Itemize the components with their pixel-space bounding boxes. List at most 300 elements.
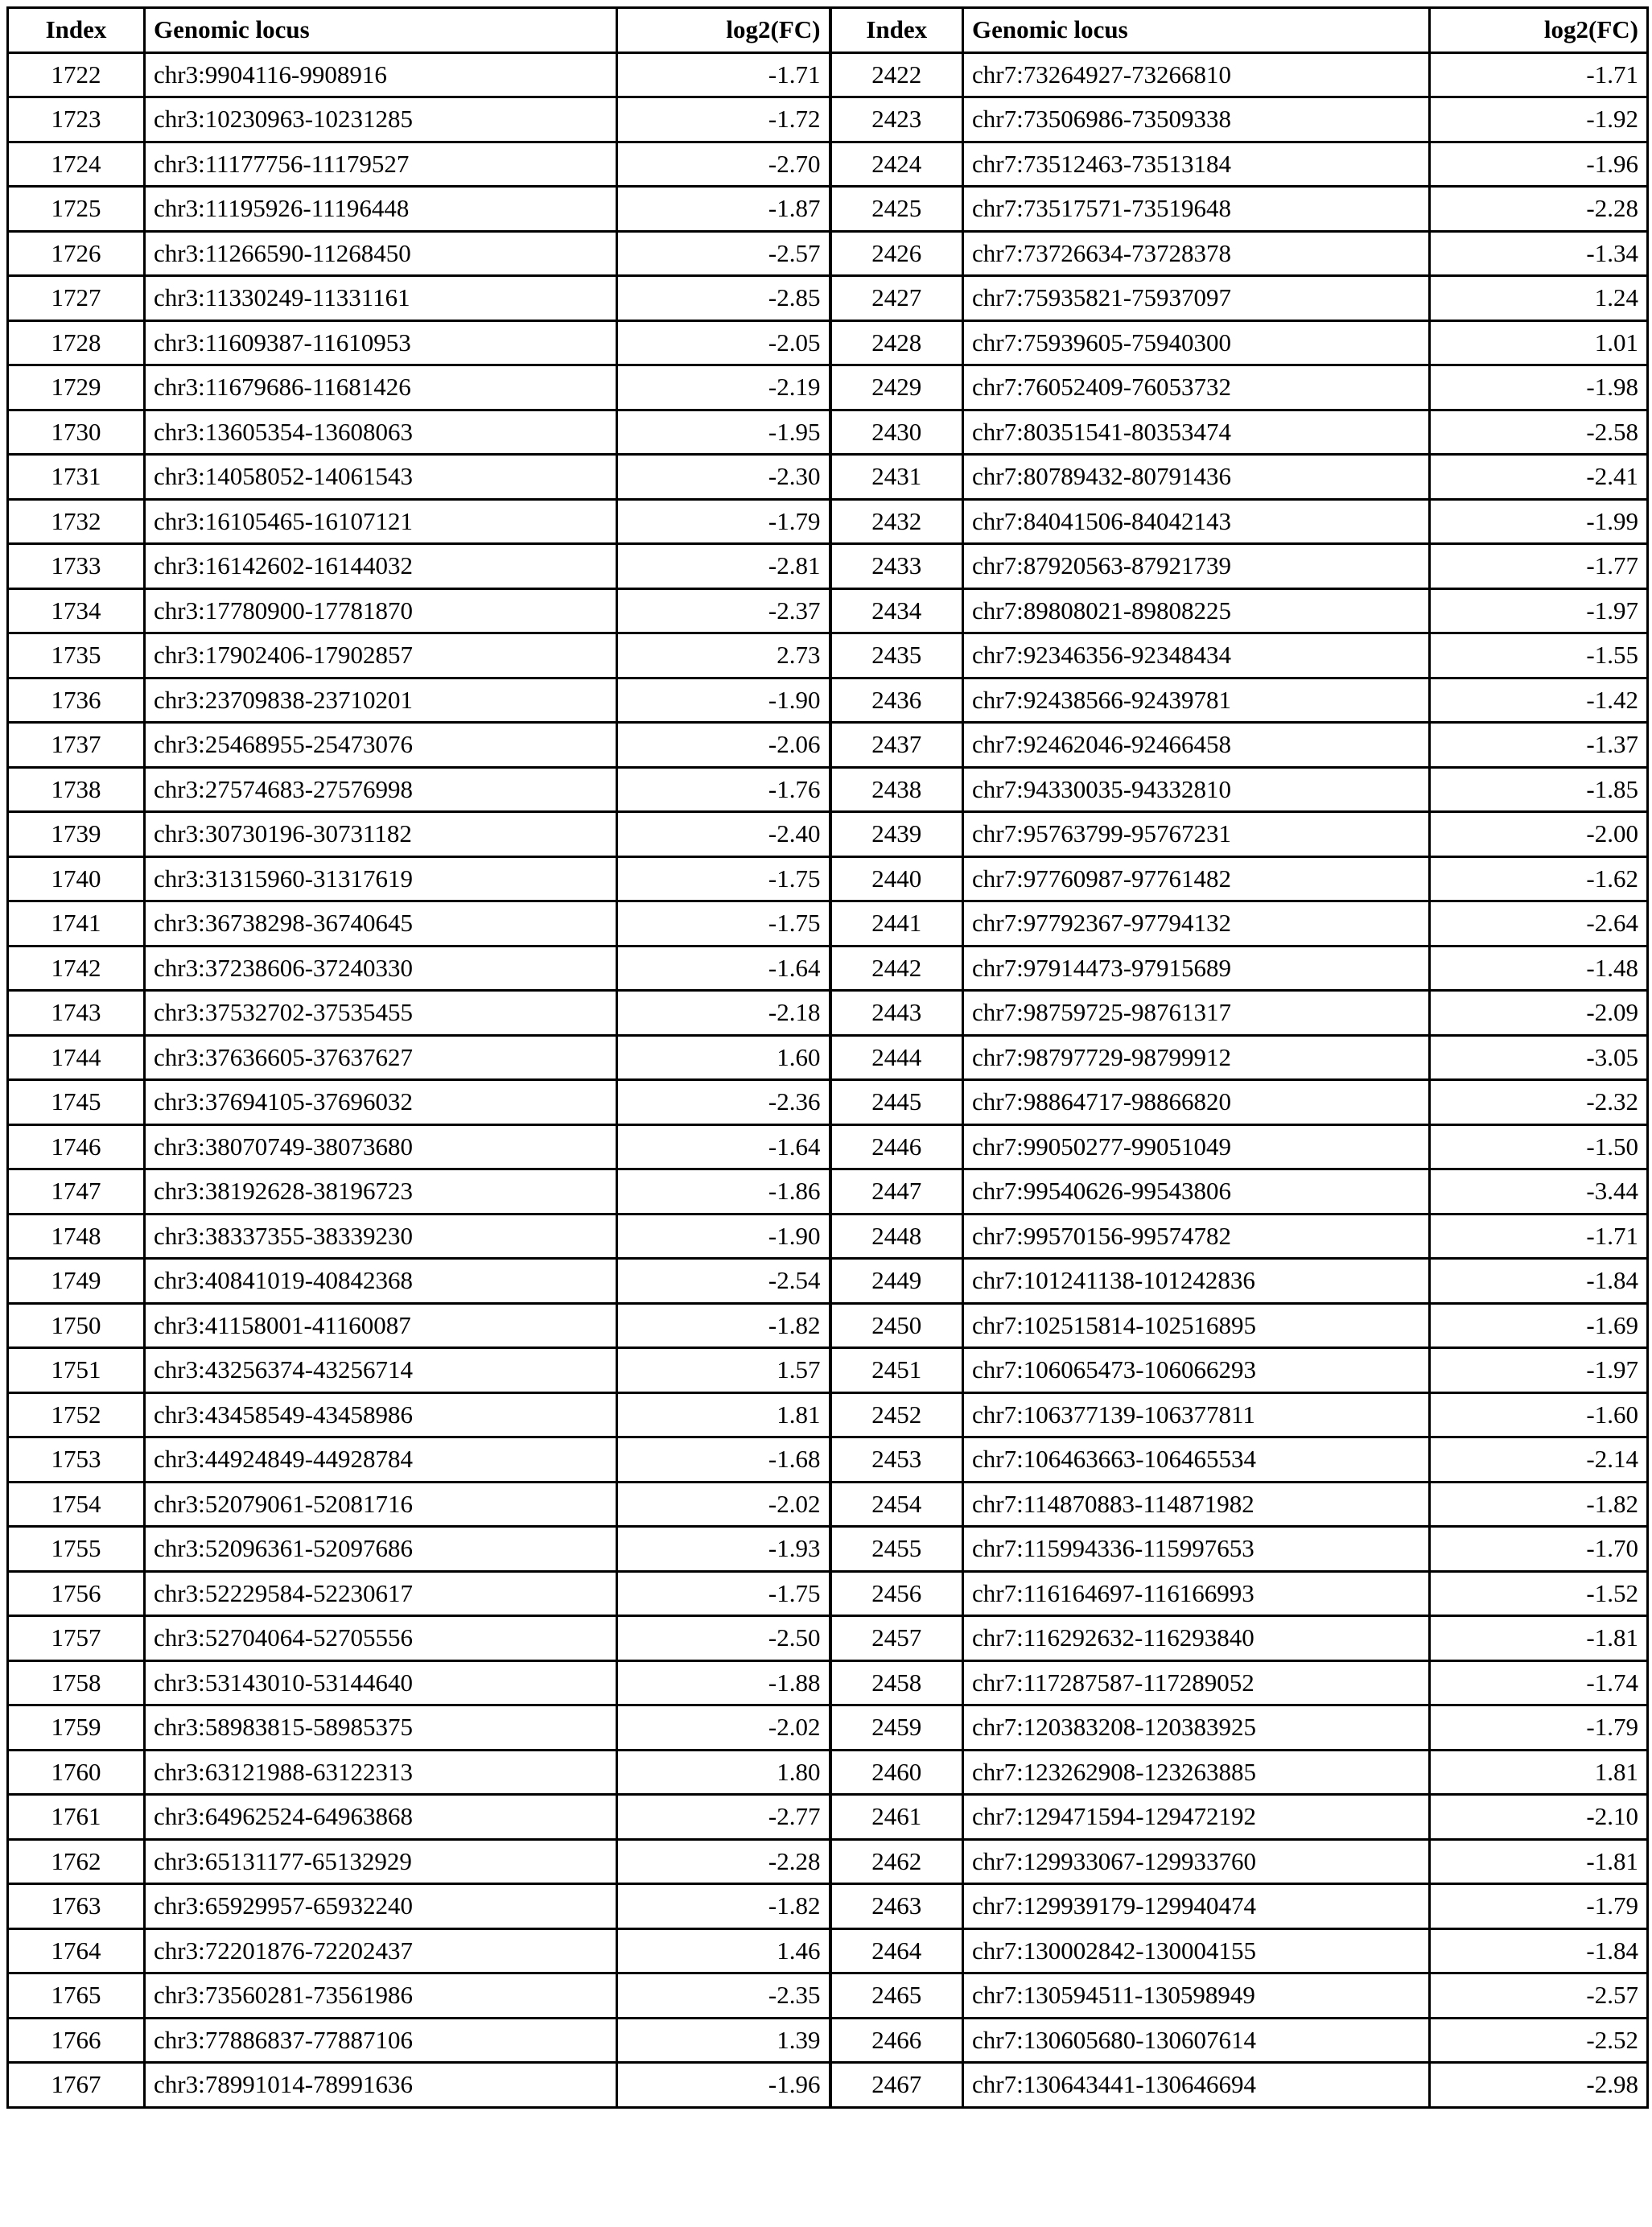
table-row: [8, 588, 1648, 633]
log2fc-cell: -2.40: [617, 812, 830, 857]
genomic-locus-cell: chr3:27574683-27576998: [145, 767, 617, 812]
table-row: [8, 2063, 1648, 2108]
genomic-locus-cell: chr3:52079061-52081716: [145, 1482, 617, 1527]
index-cell: 1748: [8, 1214, 145, 1259]
index-cell: 1725: [8, 187, 145, 232]
index-cell: 1734: [8, 588, 145, 633]
index-cell: 1728: [8, 320, 145, 365]
index-cell: 1760: [8, 1750, 145, 1795]
table-row: [8, 1214, 1648, 1259]
index-cell: 2431: [830, 455, 963, 500]
log2fc-cell: -1.72: [617, 97, 830, 142]
index-cell: 2447: [830, 1169, 963, 1215]
log2fc-cell: -1.77: [1430, 544, 1648, 589]
table-row: [8, 1928, 1648, 1973]
genomic-locus-cell: chr3:13605354-13608063: [145, 410, 617, 455]
log2fc-cell: -2.52: [1430, 2018, 1648, 2063]
genomic-locus-cell: chr3:63121988-63122313: [145, 1750, 617, 1795]
log2fc-cell: -1.74: [1430, 1660, 1648, 1705]
genomic-locus-cell: chr3:37238606-37240330: [145, 946, 617, 991]
table-row: [8, 499, 1648, 544]
genomic-locus-cell: chr7:75939605-75940300: [963, 320, 1430, 365]
genomic-locus-cell: chr3:11195926-11196448: [145, 187, 617, 232]
genomic-locus-cell: chr7:84041506-84042143: [963, 499, 1430, 544]
table-row: [8, 320, 1648, 365]
log2fc-cell: -1.79: [1430, 1705, 1648, 1751]
index-cell: 2437: [830, 723, 963, 768]
index-cell: 2441: [830, 901, 963, 946]
log2fc-cell: -2.57: [617, 231, 830, 276]
index-cell: 1744: [8, 1035, 145, 1080]
table-row: [8, 1080, 1648, 1125]
log2fc-cell: 1.80: [617, 1750, 830, 1795]
header-row: [8, 8, 1648, 53]
index-cell: 1740: [8, 856, 145, 901]
genomic-locus-cell: chr3:38337355-38339230: [145, 1214, 617, 1259]
log2fc-table: [6, 6, 1649, 2109]
index-cell: 1746: [8, 1124, 145, 1169]
index-cell: 2455: [830, 1527, 963, 1572]
table-row: [8, 187, 1648, 232]
genomic-locus-cell: chr3:73560281-73561986: [145, 1973, 617, 2019]
log2fc-cell: -1.96: [617, 2063, 830, 2108]
log2fc-cell: -1.42: [1430, 678, 1648, 723]
index-cell: 1766: [8, 2018, 145, 2063]
genomic-locus-cell: chr3:16142602-16144032: [145, 544, 617, 589]
log2fc-cell: -2.10: [1430, 1795, 1648, 1840]
genomic-locus-cell: chr7:73264927-73266810: [963, 52, 1430, 97]
genomic-locus-cell: chr7:94330035-94332810: [963, 767, 1430, 812]
index-cell: 2423: [830, 97, 963, 142]
index-cell: 1738: [8, 767, 145, 812]
log2fc-cell: -1.64: [617, 1124, 830, 1169]
log2fc-cell: -1.81: [1430, 1616, 1648, 1661]
table-row: [8, 1259, 1648, 1304]
genomic-locus-cell: chr3:25468955-25473076: [145, 723, 617, 768]
genomic-locus-cell: chr7:92438566-92439781: [963, 678, 1430, 723]
table-row: [8, 410, 1648, 455]
log2fc-cell: -1.84: [1430, 1259, 1648, 1304]
index-cell: 2465: [830, 1973, 963, 2019]
log2fc-cell: -1.81: [1430, 1839, 1648, 1884]
log2fc-cell: 1.39: [617, 2018, 830, 2063]
index-cell: 2429: [830, 365, 963, 410]
genomic-locus-cell: chr7:97760987-97761482: [963, 856, 1430, 901]
index-cell: 2435: [830, 633, 963, 678]
header-log2fc: log2(FC): [1430, 8, 1648, 53]
genomic-locus-cell: chr7:97792367-97794132: [963, 901, 1430, 946]
index-cell: 2466: [830, 2018, 963, 2063]
table-row: [8, 1571, 1648, 1616]
index-cell: 1755: [8, 1527, 145, 1572]
genomic-locus-cell: chr3:11330249-11331161: [145, 276, 617, 321]
genomic-locus-cell: chr3:11177756-11179527: [145, 142, 617, 187]
table-row: [8, 276, 1648, 321]
index-cell: 2434: [830, 588, 963, 633]
index-cell: 2467: [830, 2063, 963, 2108]
header-index: Index: [830, 8, 963, 53]
genomic-locus-cell: chr3:65929957-65932240: [145, 1884, 617, 1929]
log2fc-cell: 1.46: [617, 1928, 830, 1973]
log2fc-cell: -1.87: [617, 187, 830, 232]
index-cell: 2438: [830, 767, 963, 812]
log2fc-cell: -1.97: [1430, 588, 1648, 633]
log2fc-cell: -1.71: [1430, 52, 1648, 97]
table-body: [8, 52, 1648, 2107]
log2fc-cell: -1.88: [617, 1660, 830, 1705]
genomic-locus-cell: chr3:38192628-38196723: [145, 1169, 617, 1215]
index-cell: 2449: [830, 1259, 963, 1304]
genomic-locus-cell: chr3:64962524-64963868: [145, 1795, 617, 1840]
genomic-locus-cell: chr3:44924849-44928784: [145, 1437, 617, 1483]
log2fc-cell: -1.96: [1430, 142, 1648, 187]
index-cell: 2456: [830, 1571, 963, 1616]
genomic-locus-cell: chr3:16105465-16107121: [145, 499, 617, 544]
genomic-locus-cell: chr7:116292632-116293840: [963, 1616, 1430, 1661]
index-cell: 1741: [8, 901, 145, 946]
log2fc-cell: -1.50: [1430, 1124, 1648, 1169]
log2fc-cell: -1.79: [1430, 1884, 1648, 1929]
index-cell: 2432: [830, 499, 963, 544]
table-row: [8, 1303, 1648, 1348]
table-row: [8, 1795, 1648, 1840]
log2fc-cell: -1.84: [1430, 1928, 1648, 1973]
genomic-locus-cell: chr3:72201876-72202437: [145, 1928, 617, 1973]
genomic-locus-cell: chr7:130594511-130598949: [963, 1973, 1430, 2019]
log2fc-cell: -2.57: [1430, 1973, 1648, 2019]
log2fc-cell: -1.95: [617, 410, 830, 455]
genomic-locus-cell: chr3:53143010-53144640: [145, 1660, 617, 1705]
genomic-locus-cell: chr3:43256374-43256714: [145, 1348, 617, 1393]
index-cell: 1761: [8, 1795, 145, 1840]
genomic-locus-cell: chr7:73512463-73513184: [963, 142, 1430, 187]
log2fc-cell: -2.36: [617, 1080, 830, 1125]
index-cell: 2426: [830, 231, 963, 276]
index-cell: 2430: [830, 410, 963, 455]
index-cell: 1735: [8, 633, 145, 678]
genomic-locus-cell: chr3:36738298-36740645: [145, 901, 617, 946]
table-row: [8, 231, 1648, 276]
index-cell: 1739: [8, 812, 145, 857]
index-cell: 2450: [830, 1303, 963, 1348]
genomic-locus-cell: chr7:80351541-80353474: [963, 410, 1430, 455]
header-genomic-locus: Genomic locus: [145, 8, 617, 53]
log2fc-cell: -2.00: [1430, 812, 1648, 857]
log2fc-cell: -1.85: [1430, 767, 1648, 812]
log2fc-cell: -1.37: [1430, 723, 1648, 768]
genomic-locus-cell: chr7:75935821-75937097: [963, 276, 1430, 321]
log2fc-cell: -1.68: [617, 1437, 830, 1483]
genomic-locus-cell: chr7:76052409-76053732: [963, 365, 1430, 410]
genomic-locus-cell: chr7:92462046-92466458: [963, 723, 1430, 768]
header-index: Index: [8, 8, 145, 53]
index-cell: 2433: [830, 544, 963, 589]
table-row: [8, 1884, 1648, 1929]
genomic-locus-cell: chr7:98759725-98761317: [963, 991, 1430, 1036]
index-cell: 1764: [8, 1928, 145, 1973]
genomic-locus-cell: chr3:11609387-11610953: [145, 320, 617, 365]
log2fc-cell: -1.55: [1430, 633, 1648, 678]
log2fc-cell: -2.05: [617, 320, 830, 365]
table-row: [8, 455, 1648, 500]
index-cell: 1722: [8, 52, 145, 97]
log2fc-cell: -1.52: [1430, 1571, 1648, 1616]
genomic-locus-cell: chr7:106065473-106066293: [963, 1348, 1430, 1393]
log2fc-cell: -1.62: [1430, 856, 1648, 901]
log2fc-cell: -1.92: [1430, 97, 1648, 142]
log2fc-cell: -1.60: [1430, 1392, 1648, 1437]
index-cell: 1727: [8, 276, 145, 321]
genomic-locus-cell: chr7:115994336-115997653: [963, 1527, 1430, 1572]
log2fc-cell: -1.70: [1430, 1527, 1648, 1572]
table-row: [8, 633, 1648, 678]
log2fc-cell: -1.98: [1430, 365, 1648, 410]
index-cell: 1723: [8, 97, 145, 142]
log2fc-cell: -2.70: [617, 142, 830, 187]
log2fc-cell: -2.19: [617, 365, 830, 410]
table-row: [8, 767, 1648, 812]
index-cell: 1747: [8, 1169, 145, 1215]
index-cell: 2436: [830, 678, 963, 723]
index-cell: 1737: [8, 723, 145, 768]
header-log2fc: log2(FC): [617, 8, 830, 53]
table-row: [8, 1839, 1648, 1884]
log2fc-cell: -2.30: [617, 455, 830, 500]
log2fc-cell: -2.09: [1430, 991, 1648, 1036]
genomic-locus-cell: chr3:11266590-11268450: [145, 231, 617, 276]
index-cell: 1767: [8, 2063, 145, 2108]
genomic-locus-cell: chr3:9904116-9908916: [145, 52, 617, 97]
log2fc-cell: -1.90: [617, 678, 830, 723]
genomic-locus-cell: chr3:52229584-52230617: [145, 1571, 617, 1616]
index-cell: 2422: [830, 52, 963, 97]
genomic-locus-cell: chr7:99050277-99051049: [963, 1124, 1430, 1169]
index-cell: 2425: [830, 187, 963, 232]
table-row: [8, 2018, 1648, 2063]
table-row: [8, 544, 1648, 589]
table-row: [8, 1124, 1648, 1169]
table-row: [8, 1660, 1648, 1705]
genomic-locus-cell: chr7:102515814-102516895: [963, 1303, 1430, 1348]
genomic-locus-cell: chr3:23709838-23710201: [145, 678, 617, 723]
log2fc-cell: -2.06: [617, 723, 830, 768]
log2fc-cell: -2.54: [617, 1259, 830, 1304]
log2fc-cell: -2.32: [1430, 1080, 1648, 1125]
genomic-locus-cell: chr7:130643441-130646694: [963, 2063, 1430, 2108]
log2fc-cell: -1.75: [617, 856, 830, 901]
genomic-locus-cell: chr7:87920563-87921739: [963, 544, 1430, 589]
genomic-locus-cell: chr3:11679686-11681426: [145, 365, 617, 410]
log2fc-cell: -2.37: [617, 588, 830, 633]
log2fc-cell: -1.75: [617, 901, 830, 946]
index-cell: 1730: [8, 410, 145, 455]
index-cell: 2446: [830, 1124, 963, 1169]
table-row: [8, 52, 1648, 97]
index-cell: 1756: [8, 1571, 145, 1616]
genomic-locus-cell: chr3:30730196-30731182: [145, 812, 617, 857]
index-cell: 2464: [830, 1928, 963, 1973]
table-row: [8, 1616, 1648, 1661]
table-row: [8, 1527, 1648, 1572]
genomic-locus-cell: chr7:73506986-73509338: [963, 97, 1430, 142]
table-row: [8, 723, 1648, 768]
index-cell: 1763: [8, 1884, 145, 1929]
index-cell: 2463: [830, 1884, 963, 1929]
log2fc-cell: -1.97: [1430, 1348, 1648, 1393]
genomic-locus-cell: chr7:73517571-73519648: [963, 187, 1430, 232]
log2fc-cell: -2.35: [617, 1973, 830, 2019]
genomic-locus-cell: chr7:98864717-98866820: [963, 1080, 1430, 1125]
genomic-locus-cell: chr3:58983815-58985375: [145, 1705, 617, 1751]
index-cell: 2439: [830, 812, 963, 857]
index-cell: 1765: [8, 1973, 145, 2019]
log2fc-cell: -2.98: [1430, 2063, 1648, 2108]
genomic-locus-cell: chr3:52096361-52097686: [145, 1527, 617, 1572]
table-row: [8, 812, 1648, 857]
genomic-locus-cell: chr7:101241138-101242836: [963, 1259, 1430, 1304]
log2fc-cell: -1.71: [617, 52, 830, 97]
log2fc-cell: -2.28: [1430, 187, 1648, 232]
table-row: [8, 365, 1648, 410]
table-row: [8, 1392, 1648, 1437]
table-row: [8, 678, 1648, 723]
genomic-locus-cell: chr7:129471594-129472192: [963, 1795, 1430, 1840]
log2fc-cell: -1.34: [1430, 231, 1648, 276]
index-cell: 2460: [830, 1750, 963, 1795]
genomic-locus-cell: chr7:106377139-106377811: [963, 1392, 1430, 1437]
genomic-locus-cell: chr3:10230963-10231285: [145, 97, 617, 142]
genomic-locus-cell: chr7:116164697-116166993: [963, 1571, 1430, 1616]
log2fc-cell: -2.50: [617, 1616, 830, 1661]
log2fc-cell: -1.82: [617, 1303, 830, 1348]
genomic-locus-cell: chr7:130605680-130607614: [963, 2018, 1430, 2063]
log2fc-cell: -1.82: [1430, 1482, 1648, 1527]
index-cell: 1750: [8, 1303, 145, 1348]
table-row: [8, 856, 1648, 901]
index-cell: 1752: [8, 1392, 145, 1437]
log2fc-cell: -2.81: [617, 544, 830, 589]
log2fc-cell: 2.73: [617, 633, 830, 678]
genomic-locus-cell: chr7:92346356-92348434: [963, 633, 1430, 678]
index-cell: 1749: [8, 1259, 145, 1304]
genomic-locus-cell: chr3:65131177-65132929: [145, 1839, 617, 1884]
genomic-locus-cell: chr7:106463663-106465534: [963, 1437, 1430, 1483]
genomic-locus-cell: chr3:41158001-41160087: [145, 1303, 617, 1348]
table-row: [8, 1348, 1648, 1393]
genomic-locus-cell: chr7:117287587-117289052: [963, 1660, 1430, 1705]
table-row: [8, 1437, 1648, 1483]
genomic-locus-cell: chr7:114870883-114871982: [963, 1482, 1430, 1527]
log2fc-cell: -2.14: [1430, 1437, 1648, 1483]
genomic-locus-cell: chr3:37694105-37696032: [145, 1080, 617, 1125]
log2fc-cell: -2.77: [617, 1795, 830, 1840]
log2fc-cell: -1.69: [1430, 1303, 1648, 1348]
index-cell: 1751: [8, 1348, 145, 1393]
log2fc-cell: 1.81: [1430, 1750, 1648, 1795]
log2fc-cell: 1.01: [1430, 320, 1648, 365]
index-cell: 1742: [8, 946, 145, 991]
genomic-locus-cell: chr3:31315960-31317619: [145, 856, 617, 901]
log2fc-cell: -1.82: [617, 1884, 830, 1929]
genomic-locus-cell: chr3:77886837-77887106: [145, 2018, 617, 2063]
index-cell: 1758: [8, 1660, 145, 1705]
genomic-locus-cell: chr7:99570156-99574782: [963, 1214, 1430, 1259]
index-cell: 2442: [830, 946, 963, 991]
genomic-locus-cell: chr3:43458549-43458986: [145, 1392, 617, 1437]
table-row: [8, 946, 1648, 991]
log2fc-cell: -2.02: [617, 1705, 830, 1751]
genomic-locus-cell: chr3:17780900-17781870: [145, 588, 617, 633]
log2fc-cell: -2.41: [1430, 455, 1648, 500]
index-cell: 1745: [8, 1080, 145, 1125]
genomic-locus-cell: chr3:78991014-78991636: [145, 2063, 617, 2108]
genomic-locus-cell: chr7:95763799-95767231: [963, 812, 1430, 857]
index-cell: 1724: [8, 142, 145, 187]
log2fc-cell: -1.76: [617, 767, 830, 812]
index-cell: 2445: [830, 1080, 963, 1125]
log2fc-cell: 1.60: [617, 1035, 830, 1080]
genomic-locus-cell: chr7:89808021-89808225: [963, 588, 1430, 633]
table-row: [8, 1035, 1648, 1080]
genomic-locus-cell: chr7:120383208-120383925: [963, 1705, 1430, 1751]
header-genomic-locus: Genomic locus: [963, 8, 1430, 53]
genomic-locus-cell: chr3:17902406-17902857: [145, 633, 617, 678]
index-cell: 2440: [830, 856, 963, 901]
genomic-locus-cell: chr3:40841019-40842368: [145, 1259, 617, 1304]
index-cell: 2461: [830, 1795, 963, 1840]
index-cell: 1736: [8, 678, 145, 723]
index-cell: 2454: [830, 1482, 963, 1527]
genomic-locus-cell: chr7:129933067-129933760: [963, 1839, 1430, 1884]
index-cell: 1757: [8, 1616, 145, 1661]
genomic-locus-cell: chr7:97914473-97915689: [963, 946, 1430, 991]
index-cell: 1762: [8, 1839, 145, 1884]
index-cell: 1726: [8, 231, 145, 276]
index-cell: 2451: [830, 1348, 963, 1393]
genomic-locus-cell: chr7:99540626-99543806: [963, 1169, 1430, 1215]
log2fc-cell: 1.57: [617, 1348, 830, 1393]
index-cell: 1743: [8, 991, 145, 1036]
table-row: [8, 991, 1648, 1036]
log2fc-cell: -1.71: [1430, 1214, 1648, 1259]
genomic-locus-cell: chr3:37636605-37637627: [145, 1035, 617, 1080]
log2fc-cell: -1.75: [617, 1571, 830, 1616]
table-row: [8, 1750, 1648, 1795]
log2fc-cell: -1.48: [1430, 946, 1648, 991]
genomic-locus-cell: chr7:80789432-80791436: [963, 455, 1430, 500]
log2fc-cell: -2.58: [1430, 410, 1648, 455]
genomic-locus-cell: chr7:73726634-73728378: [963, 231, 1430, 276]
genomic-locus-cell: chr7:130002842-130004155: [963, 1928, 1430, 1973]
index-cell: 2424: [830, 142, 963, 187]
table-row: [8, 1169, 1648, 1215]
index-cell: 1754: [8, 1482, 145, 1527]
log2fc-cell: -1.99: [1430, 499, 1648, 544]
log2fc-cell: -2.18: [617, 991, 830, 1036]
table-row: [8, 901, 1648, 946]
table-row: [8, 1973, 1648, 2019]
table-row: [8, 1705, 1648, 1751]
index-cell: 2427: [830, 276, 963, 321]
index-cell: 2428: [830, 320, 963, 365]
log2fc-cell: -2.02: [617, 1482, 830, 1527]
genomic-locus-cell: chr3:52704064-52705556: [145, 1616, 617, 1661]
log2fc-cell: 1.24: [1430, 276, 1648, 321]
index-cell: 2458: [830, 1660, 963, 1705]
log2fc-cell: -1.64: [617, 946, 830, 991]
index-cell: 2444: [830, 1035, 963, 1080]
index-cell: 2443: [830, 991, 963, 1036]
